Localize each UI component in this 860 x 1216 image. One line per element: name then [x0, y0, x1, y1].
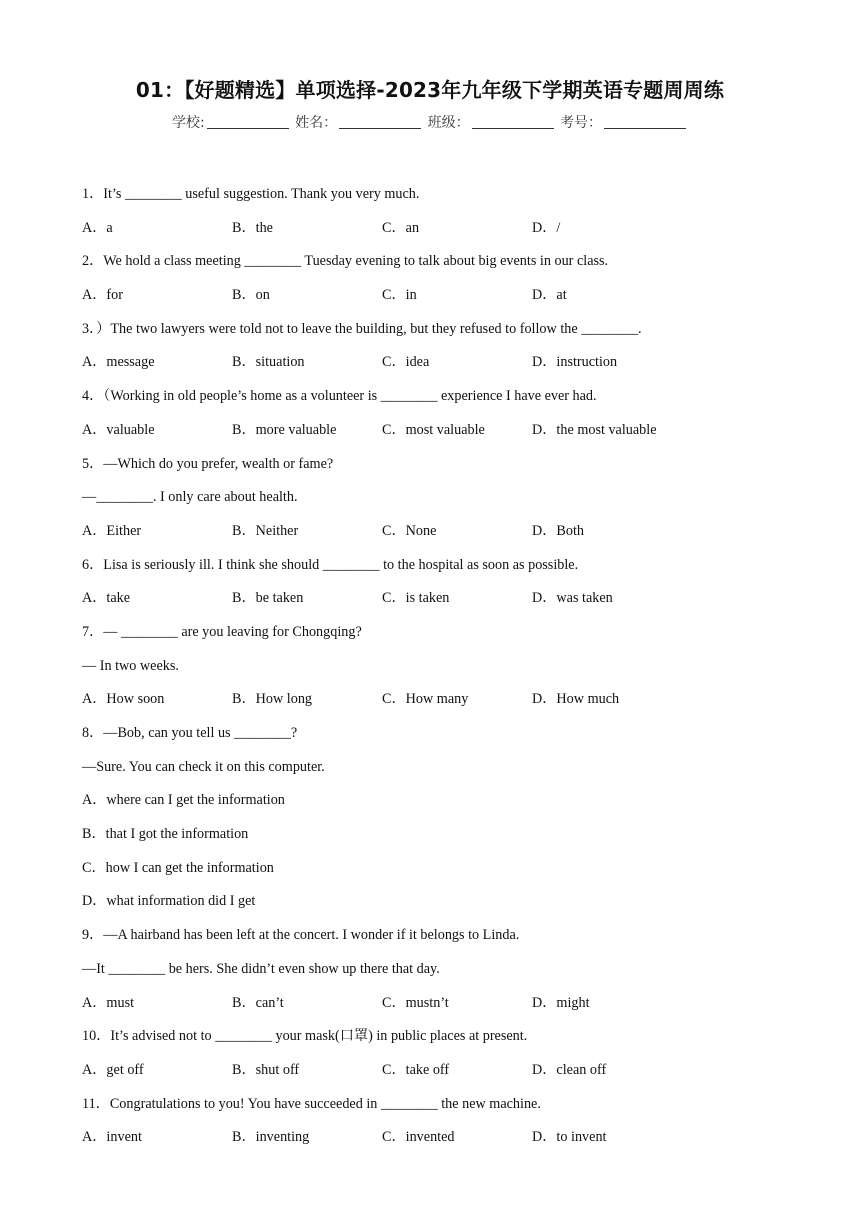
options-row	[82, 582, 782, 616]
question-dialogue-line: —Sure. You can check it on this computer.	[82, 758, 325, 775]
options-row	[82, 683, 782, 717]
answer-option[interactable]: B．the	[232, 219, 273, 236]
question-dialogue-line: —________. I only care about health.	[82, 489, 298, 506]
student-info-line	[0, 112, 860, 132]
answer-option[interactable]: C．How many	[382, 691, 469, 708]
answer-option[interactable]: B．be taken	[232, 590, 304, 607]
answer-option[interactable]: C．is taken	[382, 590, 450, 607]
answer-option[interactable]: B．Neither	[232, 522, 299, 539]
answer-option[interactable]: D．Both	[532, 522, 585, 539]
answer-option[interactable]: D．instruction	[532, 354, 618, 371]
answer-option[interactable]: C．invented	[382, 1129, 455, 1146]
answer-option[interactable]: A．must	[82, 994, 135, 1011]
answer-option[interactable]: A．invent	[82, 1129, 142, 1146]
answer-option[interactable]: C．take off	[382, 1061, 450, 1078]
options-row	[82, 987, 782, 1021]
options-row	[82, 1054, 782, 1088]
answer-option[interactable]: B．more valuable	[232, 421, 337, 438]
name-label: 姓名：	[295, 115, 338, 131]
school-label: 学校:	[171, 115, 205, 131]
answer-option[interactable]: B．on	[232, 287, 270, 304]
class-label: 班级：	[427, 115, 470, 131]
answer-option[interactable]: D．/	[532, 219, 561, 236]
question-stem: 7．— ________ are you leaving for Chongqing?	[82, 623, 362, 640]
question-stem: 5．—Which do you prefer, wealth or fame?	[82, 455, 334, 472]
question-dialogue-line: — In two weeks.	[82, 657, 179, 674]
answer-option[interactable]: D．How much	[532, 691, 620, 708]
answer-option[interactable]: D．the most valuable	[532, 421, 657, 438]
question-stem: 4．（Working in old people’s home as a volunteer is ________ experience I have ever had.	[82, 388, 597, 405]
question-stem: 6．Lisa is seriously ill. I think she should ________ to the hospital as soon as possible.	[82, 556, 579, 573]
answer-option[interactable]: A．How soon	[82, 691, 165, 708]
options-row	[82, 515, 782, 549]
answer-option[interactable]: B．shut off	[232, 1061, 300, 1078]
question-stem: 9．—A hairband has been left at the concert. I wonder if it belongs to Linda.	[82, 927, 520, 944]
question-stem: 1．It’s ________ useful suggestion. Thank you very much.	[82, 186, 420, 202]
answer-option[interactable]: A．where can I get the information	[82, 792, 285, 809]
answer-option[interactable]: B．How long	[232, 691, 313, 708]
answer-option[interactable]: C．how I can get the information	[82, 859, 274, 876]
answer-option[interactable]: C．mustn’t	[382, 994, 449, 1011]
answer-option[interactable]: D．was taken	[532, 590, 613, 607]
answer-option[interactable]: D．what information did I get	[82, 893, 256, 910]
answer-option[interactable]: B．inventing	[232, 1129, 310, 1146]
school-blank[interactable]	[207, 114, 289, 129]
question-stem: 10．It’s advised not to ________ your mask(口罩) in public places at present.	[82, 1028, 528, 1045]
page-title: 01：【好题精选】单项选择-2023年九年级下学期英语专题周周练	[135, 78, 725, 102]
question-stem: 3．）The two lawyers were told not to leave the building, but they refused to follow the ________.	[82, 320, 642, 337]
name-blank[interactable]	[339, 114, 421, 129]
options-row	[82, 346, 782, 380]
answer-option[interactable]: C．an	[382, 219, 420, 236]
answer-option[interactable]: D．clean off	[532, 1061, 607, 1078]
answer-option[interactable]: A．for	[82, 287, 123, 304]
answer-option[interactable]: B．situation	[232, 354, 305, 371]
answer-option[interactable]: A．a	[82, 219, 113, 236]
question-stem: 2．We hold a class meeting ________ Tuesday evening to talk about big events in our class.	[82, 253, 609, 270]
answer-option[interactable]: A．valuable	[82, 421, 155, 438]
answer-option[interactable]: A．get off	[82, 1061, 144, 1078]
answer-option[interactable]: C．None	[382, 522, 437, 539]
class-blank[interactable]	[472, 114, 554, 129]
question-stem: 11．Congratulations to you! You have succeeded in ________ the new machine.	[82, 1095, 541, 1112]
answer-option[interactable]: B．can’t	[232, 994, 284, 1011]
answer-option[interactable]: A．message	[82, 354, 155, 371]
question-list	[82, 178, 782, 1155]
answer-option[interactable]: A．take	[82, 590, 131, 607]
answer-option[interactable]: D．to invent	[532, 1129, 607, 1146]
answer-option[interactable]: C．in	[382, 287, 417, 304]
options-row	[82, 212, 782, 246]
answer-option[interactable]: C．idea	[382, 354, 430, 371]
answer-option[interactable]: C．most valuable	[382, 421, 485, 438]
answer-option[interactable]: D．at	[532, 287, 567, 304]
options-row	[82, 279, 782, 313]
answer-option[interactable]: D．might	[532, 994, 590, 1011]
question-stem: 8．—Bob, can you tell us ________?	[82, 725, 298, 741]
options-row	[82, 414, 782, 448]
question-dialogue-line: —It ________ be hers. She didn’t even show up there that day.	[82, 960, 440, 977]
options-row	[82, 1121, 782, 1155]
exam-number-blank[interactable]	[604, 114, 686, 129]
answer-option[interactable]: A．Either	[82, 522, 142, 539]
answer-option[interactable]: B．that I got the information	[82, 826, 249, 843]
exam-number-label: 考号：	[560, 115, 603, 131]
